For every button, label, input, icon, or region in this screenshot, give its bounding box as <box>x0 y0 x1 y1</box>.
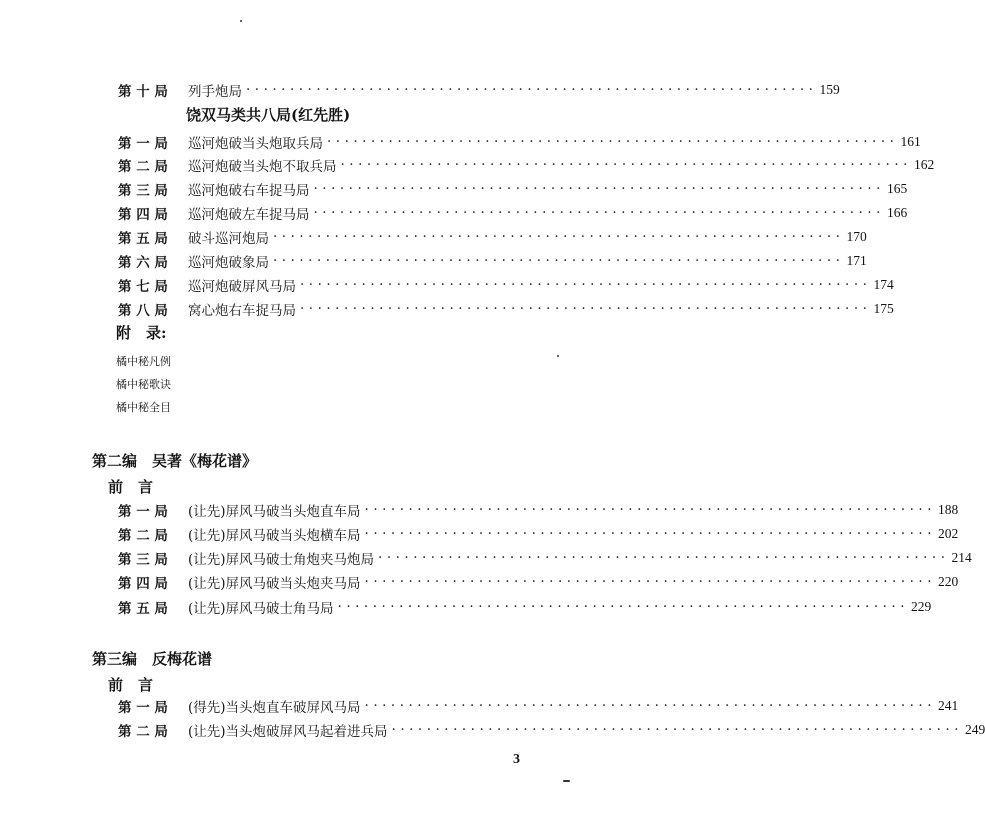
dot-leader: ································································· <box>364 526 936 542</box>
section-heading: 饶双马类共八局(红先胜) <box>186 106 351 124</box>
entry-title: (让先)屏风马破士角马局 <box>188 601 334 617</box>
part-heading: 第三编 反梅花谱 <box>92 650 213 668</box>
toc-entry <box>118 275 894 295</box>
entry-title: (得先)当头炮直车破屏风马局 <box>188 700 361 716</box>
toc-entry <box>118 251 867 271</box>
entry-number: 第 二 局 <box>118 528 168 544</box>
toc-entry <box>118 179 908 199</box>
toc-entry <box>118 80 840 100</box>
entry-title: (让先)屏风马破当头炮夹马局 <box>188 576 361 592</box>
dot-leader: ································································· <box>300 301 872 317</box>
dot-leader: ································································· <box>340 157 912 173</box>
entry-number: 第 四 局 <box>118 207 168 223</box>
entry-title: (让先)屏风马破当头炮直车局 <box>188 504 361 520</box>
preface-heading: 前 言 <box>108 676 154 694</box>
dot-leader: ································································· <box>391 722 963 738</box>
dot-leader: ································································· <box>313 181 885 197</box>
entry-title: 窝心炮右车捉马局 <box>188 303 296 319</box>
toc-entry <box>118 227 867 247</box>
entry-number: 第 五 局 <box>118 231 168 247</box>
toc-entry <box>118 299 894 319</box>
dot-leader: ································································· <box>364 574 936 590</box>
dot-leader: ································································· <box>273 253 845 269</box>
dot-leader: ································································· <box>313 205 885 221</box>
entry-number: 第 一 局 <box>118 136 168 152</box>
dot-leader: ································································· <box>378 550 950 566</box>
entry-page: 171 <box>846 253 867 268</box>
entry-page: 241 <box>937 698 959 713</box>
entry-number: 第 六 局 <box>118 255 168 271</box>
toc-entry <box>118 572 959 592</box>
entry-page: 161 <box>900 134 921 149</box>
toc-entry <box>118 203 908 223</box>
entry-title: 巡河炮破当头炮不取兵局 <box>188 159 337 175</box>
entry-title: (让先)当头炮破屏风马起着进兵局 <box>188 724 388 740</box>
dot-leader: ································································· <box>364 698 936 714</box>
entry-page: 220 <box>937 574 959 589</box>
dot-leader: ································································· <box>273 229 845 245</box>
toc-entry <box>118 597 932 617</box>
entry-title: 破斗巡河炮局 <box>188 231 269 247</box>
dot-leader: ································································· <box>300 277 872 293</box>
entry-page: 175 <box>873 301 894 316</box>
entry-page: 202 <box>937 526 959 541</box>
entry-number: 第 二 局 <box>118 159 168 175</box>
toc-entry <box>118 548 972 568</box>
entry-page: 188 <box>937 502 959 517</box>
entry-number: 第 三 局 <box>118 183 168 199</box>
entry-page: 166 <box>886 205 908 220</box>
entry-number: 第 二 局 <box>118 724 168 740</box>
toc-entry <box>118 720 985 740</box>
entry-number: 第 三 局 <box>118 552 168 568</box>
entry-title: 列手炮局 <box>188 84 242 100</box>
appendix-item: 橘中秘凡例 <box>116 355 171 368</box>
scan-speck <box>557 355 559 357</box>
entry-page: 170 <box>846 229 867 244</box>
toc-entry <box>118 155 935 175</box>
entry-number: 第 一 局 <box>118 700 168 716</box>
entry-page: 174 <box>873 277 894 292</box>
appendix-item: 橘中秘歌诀 <box>116 378 171 391</box>
scan-speck <box>563 780 570 782</box>
dot-leader: ································································· <box>337 599 909 615</box>
entry-page: 165 <box>886 181 908 196</box>
entry-page: 159 <box>819 82 840 97</box>
entry-title: 巡河炮破当头炮取兵局 <box>188 136 323 152</box>
entry-title: 巡河炮破右车捉马局 <box>188 183 310 199</box>
entry-page: 214 <box>951 550 972 565</box>
entry-number: 第 十 局 <box>118 84 168 100</box>
dot-leader: ································································· <box>327 134 899 150</box>
entry-number: 第 七 局 <box>118 279 168 295</box>
entry-number: 第 八 局 <box>118 303 168 319</box>
entry-title: 巡河炮破象局 <box>188 255 269 271</box>
scan-speck <box>240 20 242 22</box>
entry-page: 229 <box>910 599 932 614</box>
entry-title: (让先)屏风马破士角炮夹马炮局 <box>188 552 375 568</box>
toc-entry <box>118 696 959 716</box>
toc-entry <box>118 524 959 544</box>
page-number: 3 <box>513 752 520 767</box>
entry-title: (让先)屏风马破当头炮横车局 <box>188 528 361 544</box>
entry-number: 第 四 局 <box>118 576 168 592</box>
part-heading: 第二编 吴著《梅花谱》 <box>92 452 258 470</box>
dot-leader: ································································· <box>246 82 818 98</box>
toc-entry <box>118 132 921 152</box>
entry-number: 第 一 局 <box>118 504 168 520</box>
appendix-item: 橘中秘全目 <box>116 401 171 414</box>
entry-number: 第 五 局 <box>118 601 168 617</box>
entry-title: 巡河炮破屏风马局 <box>188 279 296 295</box>
appendix-heading: 附 录: <box>116 324 167 342</box>
dot-leader: ································································· <box>364 502 936 518</box>
toc-entry <box>118 500 959 520</box>
entry-title: 巡河炮破左车捉马局 <box>188 207 310 223</box>
entry-page: 249 <box>964 722 985 737</box>
preface-heading: 前 言 <box>108 478 154 496</box>
entry-page: 162 <box>913 157 935 172</box>
